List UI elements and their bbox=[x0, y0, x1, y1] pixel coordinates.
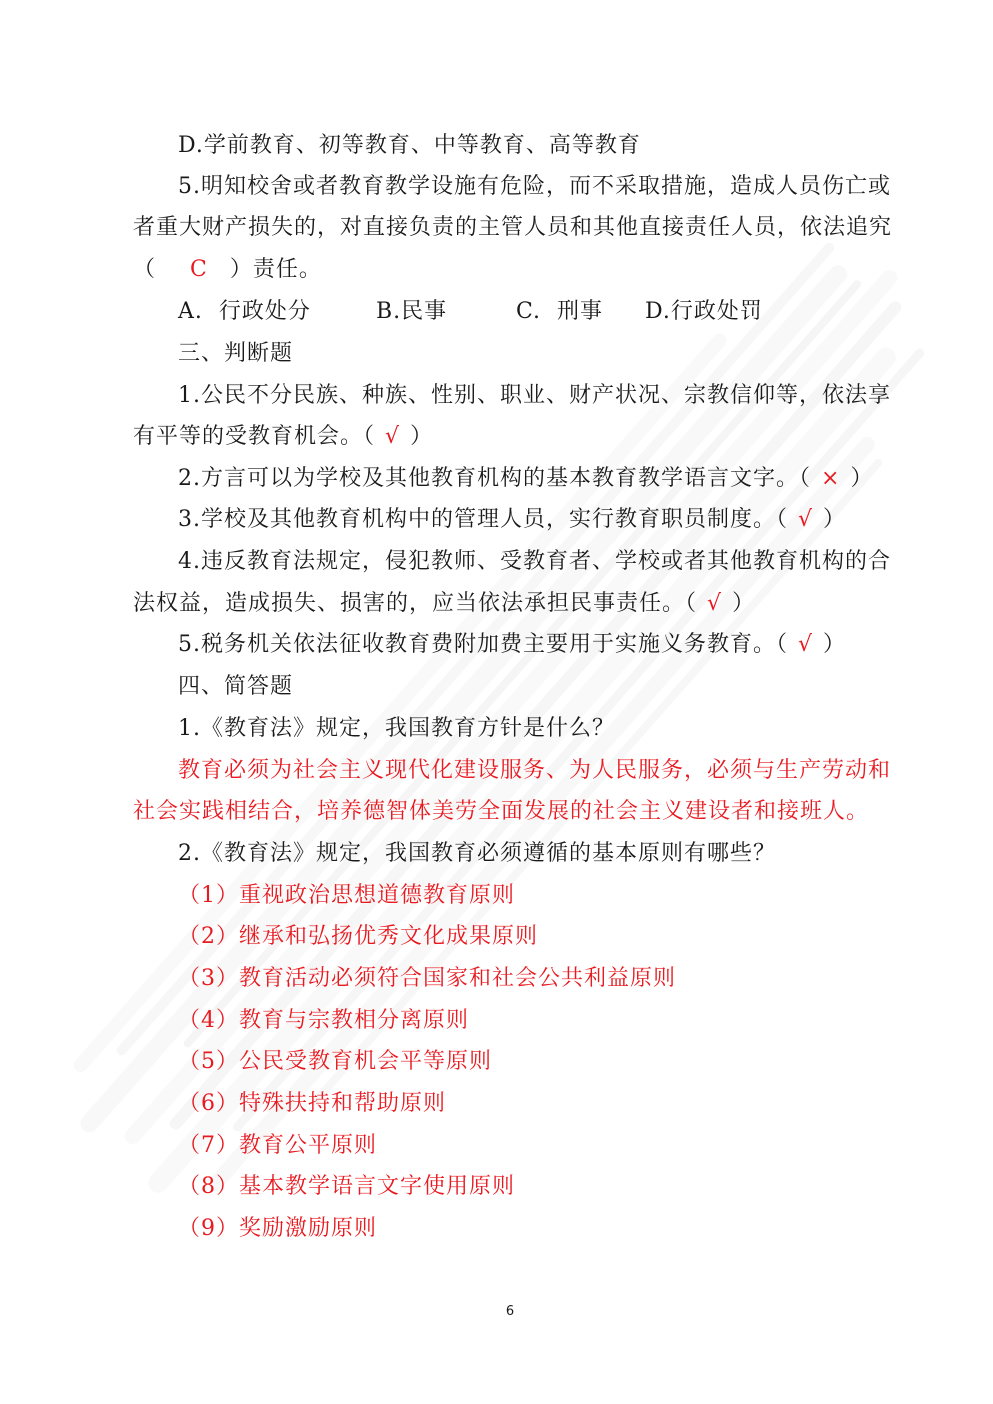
short-answer-q2: 2.《教育法》规定，我国教育必须遵循的基本原则有哪些？ bbox=[178, 841, 776, 866]
paren-open: （ bbox=[363, 424, 376, 449]
principle-item-9: （9）奖励激励原则 bbox=[178, 1216, 377, 1241]
check-mark: √ bbox=[385, 424, 401, 449]
principle-item-4: （4）教育与宗教相分离原则 bbox=[178, 1008, 469, 1033]
paren-close: ） bbox=[823, 632, 847, 657]
paren-open: （ bbox=[776, 632, 789, 657]
short-answer-q1: 1.《教育法》规定，我国教育方针是什么？ bbox=[178, 716, 615, 741]
check-mark: √ bbox=[707, 591, 723, 616]
judgment-item-1-line-1: 1.公民不分民族、种族、性别、职业、财产状况、宗教信仰等，依法享 bbox=[178, 383, 891, 408]
q5-options bbox=[0, 291, 993, 333]
q5-paren-open: （ bbox=[133, 257, 157, 282]
q5-option-d: D.行政处罚 bbox=[645, 299, 763, 324]
principle-item-2: （2）继承和弘扬优秀文化成果原则 bbox=[178, 924, 538, 949]
judgment-item-2 bbox=[178, 458, 873, 500]
q5-question-line-2: 者重大财产损失的，对直接负责的主管人员和其他直接责任人员，依法追究 bbox=[133, 215, 893, 240]
judgment-item-2-text: 2.方言可以为学校及其他教育机构的基本教育教学语言文字。 bbox=[178, 466, 799, 491]
judgment-item-3-text: 3.学校及其他教育机构中的管理人员，实行教育职员制度。 bbox=[178, 507, 776, 532]
q4-option-d: D.学前教育、初等教育、中等教育、高等教育 bbox=[178, 133, 641, 158]
paren-close: ） bbox=[850, 466, 874, 491]
check-mark: √ bbox=[798, 507, 814, 532]
paren-close: ） bbox=[823, 507, 847, 532]
q5-option-b: B.民事 bbox=[376, 299, 448, 324]
paren-open: （ bbox=[685, 591, 698, 616]
paren-close: ） bbox=[410, 424, 434, 449]
judgment-item-5-text: 5.税务机关依法征收教育费附加费主要用于实施义务教育。 bbox=[178, 632, 776, 657]
paren-open: （ bbox=[776, 507, 789, 532]
section-title-short-answer: 四、简答题 bbox=[178, 674, 294, 699]
q5-question-line-1: 5.明知校舍或者教育教学设施有危险，而不采取措施，造成人员伤亡或 bbox=[178, 174, 891, 199]
q5-option-c: C. 刑事 bbox=[516, 299, 604, 324]
section-title-judgment: 三、判断题 bbox=[178, 341, 294, 366]
principle-item-1: （1）重视政治思想道德教育原则 bbox=[178, 883, 515, 908]
q5-option-a: A. 行政处分 bbox=[178, 299, 311, 324]
judgment-item-1-line-2 bbox=[133, 416, 433, 458]
judgment-item-4-line-1: 4.违反教育法规定，侵犯教师、受教育者、学校或者其他教育机构的合 bbox=[178, 549, 891, 574]
judgment-item-4-line-2 bbox=[133, 583, 755, 625]
judgment-item-5 bbox=[178, 624, 846, 666]
principle-item-8: （8）基本教学语言文字使用原则 bbox=[178, 1174, 515, 1199]
principle-item-6: （6）特殊扶持和帮助原则 bbox=[178, 1091, 446, 1116]
q5-tail: ）责任。 bbox=[229, 257, 322, 282]
page-number: 6 bbox=[505, 1304, 515, 1319]
q5-question-line-3 bbox=[133, 249, 322, 291]
principle-item-7: （7）教育公平原则 bbox=[178, 1133, 377, 1158]
paren-close: ） bbox=[732, 591, 756, 616]
short-answer-q1-answer-line-1: 教育必须为社会主义现代化建设服务、为人民服务，必须与生产劳动和 bbox=[178, 758, 892, 783]
judgment-item-1-text: 有平等的受教育机会。 bbox=[133, 424, 364, 449]
short-answer-q1-answer-line-2: 社会实践相结合，培养德智体美劳全面发展的社会主义建设者和接班人。 bbox=[133, 799, 870, 824]
cross-mark: × bbox=[821, 466, 841, 491]
principle-item-3: （3）教育活动必须符合国家和社会公共利益原则 bbox=[178, 966, 676, 991]
check-mark: √ bbox=[798, 632, 814, 657]
paren-open: （ bbox=[799, 466, 812, 491]
judgment-item-3 bbox=[178, 499, 846, 541]
judgment-item-4-text: 法权益，造成损失、损害的，应当依法承担民事责任。 bbox=[133, 591, 686, 616]
q5-answer: C bbox=[190, 257, 208, 282]
principle-item-5: （5）公民受教育机会平等原则 bbox=[178, 1049, 492, 1074]
